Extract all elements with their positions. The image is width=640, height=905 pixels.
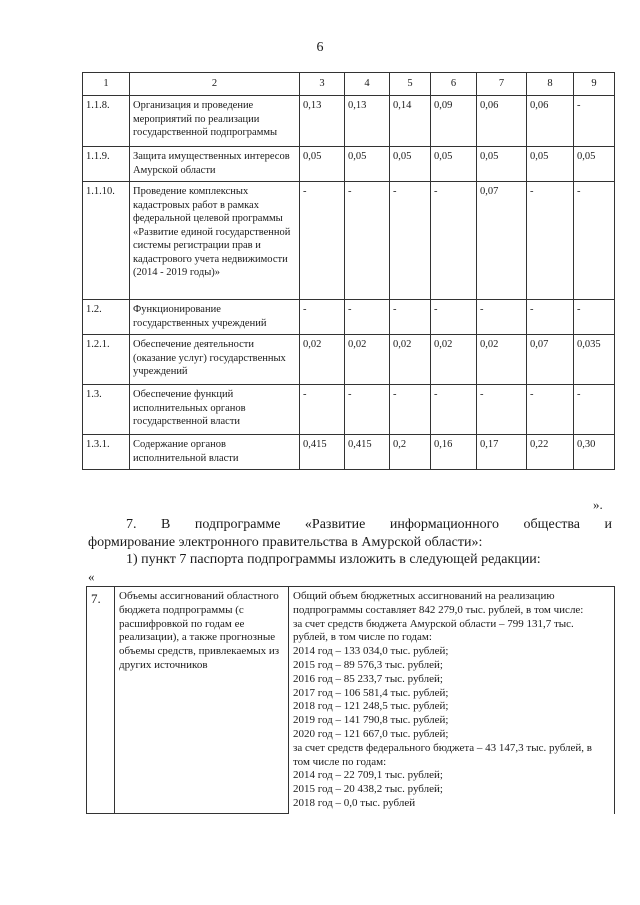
closing-quote: ». — [593, 497, 603, 512]
amendment-paragraph-line2: формирование электронного правительства в Амурской области»: — [88, 535, 483, 550]
value-cell: - — [300, 300, 345, 335]
row-code: 1.2.1. — [83, 335, 130, 385]
row-code: 1.3. — [83, 385, 130, 435]
passport-row — [87, 587, 615, 814]
row-name: Защита имущественных интересов Амурской области — [130, 147, 300, 182]
value-cell: 0,05 — [345, 147, 390, 182]
funding-line: 2017 год – 106 581,4 тыс. рублей; — [293, 686, 449, 699]
passport-table — [86, 586, 615, 814]
value-cell: 0,05 — [390, 147, 431, 182]
value-cell: 0,06 — [527, 96, 574, 147]
value-cell: 0,07 — [477, 182, 527, 300]
row-code: 1.3.1. — [83, 435, 130, 470]
value-cell: - — [574, 96, 615, 147]
value-cell: - — [300, 385, 345, 435]
indicators-table-body — [83, 73, 615, 470]
value-cell: 0,07 — [527, 335, 574, 385]
funding-line: за счет средств бюджета Амурской области – 799 131,7 тыс. рублей, в том числе по годам: — [293, 617, 574, 644]
row-name: Обеспечение деятельности (оказание услуг) государственных учреждений — [130, 335, 300, 385]
table-row — [83, 385, 615, 435]
funding-line: 2016 год – 85 233,7 тыс. рублей; — [293, 672, 443, 685]
table-header-row — [83, 73, 615, 96]
funding-line: за счет средств федерального бюджета – 43 147,3 тыс. рублей, в том числе по годам: — [293, 741, 592, 768]
value-cell: - — [527, 182, 574, 300]
value-cell: - — [574, 300, 615, 335]
value-cell: - — [390, 300, 431, 335]
value-cell: 0,22 — [527, 435, 574, 470]
value-cell: - — [345, 300, 390, 335]
funding-line: 2020 год – 121 667,0 тыс. рублей; — [293, 727, 449, 740]
value-cell: 0,05 — [527, 147, 574, 182]
funding-line: 2018 год – 0,0 тыс. рублей — [293, 796, 416, 809]
value-cell: 0,16 — [431, 435, 477, 470]
table-row — [83, 335, 615, 385]
row-name: Проведение комплексных кадастровых работ в рамках федеральной целевой программы «Развитие единой государственной системы регистрации прав и кадастрового учета недвижимости (2014 - 2019 годы)» — [130, 182, 300, 300]
row-code: 1.1.8. — [83, 96, 130, 147]
row-code: 1.1.10. — [83, 182, 130, 300]
funding-line: 2019 год – 141 790,8 тыс. рублей; — [293, 714, 449, 727]
value-cell: - — [477, 300, 527, 335]
funding-line: 2014 год – 133 034,0 тыс. рублей; — [293, 645, 449, 658]
indicators-table — [82, 72, 615, 470]
value-cell: - — [574, 385, 615, 435]
value-cell: - — [345, 182, 390, 300]
value-cell: - — [431, 385, 477, 435]
row-code: 1.1.9. — [83, 147, 130, 182]
header-cell: 1 — [83, 73, 130, 96]
table-row — [83, 435, 615, 470]
value-cell: - — [431, 182, 477, 300]
value-cell: 0,05 — [574, 147, 615, 182]
value-cell: - — [527, 385, 574, 435]
header-cell: 2 — [130, 73, 300, 96]
amendment-paragraph-line1: 7. В подпрограмме «Развитие информационного общества и — [126, 517, 612, 532]
value-cell: 0,415 — [345, 435, 390, 470]
value-cell: - — [574, 182, 615, 300]
row-code: 1.2. — [83, 300, 130, 335]
passport-item-number: 7. — [87, 587, 115, 814]
table-row — [83, 182, 615, 300]
value-cell: 0,035 — [574, 335, 615, 385]
funding-line: 2015 год – 20 438,2 тыс. рублей; — [293, 783, 443, 796]
value-cell: 0,09 — [431, 96, 477, 147]
value-cell: 0,02 — [390, 335, 431, 385]
value-cell: 0,05 — [431, 147, 477, 182]
header-cell: 4 — [345, 73, 390, 96]
value-cell: - — [431, 300, 477, 335]
funding-line: Общий объем бюджетных ассигнований на реализацию подпрограммы составляет 842 279,0 тыс. рублей, в том числе: — [293, 590, 584, 616]
value-cell: 0,13 — [345, 96, 390, 147]
value-cell: - — [390, 385, 431, 435]
value-cell: 0,17 — [477, 435, 527, 470]
row-name: Содержание органов исполнительной власти — [130, 435, 300, 470]
value-cell: 0,30 — [574, 435, 615, 470]
value-cell: 0,415 — [300, 435, 345, 470]
value-cell: - — [300, 182, 345, 300]
value-cell: - — [527, 300, 574, 335]
table-row — [83, 96, 615, 147]
header-cell: 5 — [390, 73, 431, 96]
funding-line: 2018 год – 121 248,5 тыс. рублей; — [293, 700, 449, 713]
table-row — [83, 147, 615, 182]
value-cell: 0,05 — [477, 147, 527, 182]
value-cell: - — [390, 182, 431, 300]
value-cell: 0,14 — [390, 96, 431, 147]
value-cell: - — [345, 385, 390, 435]
header-cell: 7 — [477, 73, 527, 96]
header-cell: 8 — [527, 73, 574, 96]
table-row — [83, 300, 615, 335]
row-name: Обеспечение функций исполнительных органов государственной власти — [130, 385, 300, 435]
value-cell: - — [477, 385, 527, 435]
value-cell: 0,02 — [477, 335, 527, 385]
header-cell: 9 — [574, 73, 615, 96]
passport-item-label: Объемы ассигнований областного бюджета подпрограммы (с расшифровкой по годам ее реализации), а также прогнозные объемы средств, привлекаемых из других источников — [115, 587, 289, 814]
page-number: 6 — [316, 40, 324, 55]
header-cell: 3 — [300, 73, 345, 96]
value-cell: 0,2 — [390, 435, 431, 470]
funding-line: 2015 год – 89 576,3 тыс. рублей; — [293, 658, 443, 671]
funding-line: 2014 год – 22 709,1 тыс. рублей; — [293, 769, 443, 782]
value-cell: 0,02 — [345, 335, 390, 385]
amendment-subparagraph: 1) пункт 7 паспорта подпрограммы изложить в следующей редакции: — [126, 552, 541, 567]
value-cell: 0,02 — [300, 335, 345, 385]
value-cell: 0,02 — [431, 335, 477, 385]
passport-item-content — [289, 587, 615, 814]
value-cell: 0,06 — [477, 96, 527, 147]
value-cell: 0,05 — [300, 147, 345, 182]
row-name: Функционирование государственных учреждений — [130, 300, 300, 335]
header-cell: 6 — [431, 73, 477, 96]
open-quote: « — [88, 569, 95, 584]
value-cell: 0,13 — [300, 96, 345, 147]
row-name: Организация и проведение мероприятий по реализации государственной подпрограммы — [130, 96, 300, 147]
